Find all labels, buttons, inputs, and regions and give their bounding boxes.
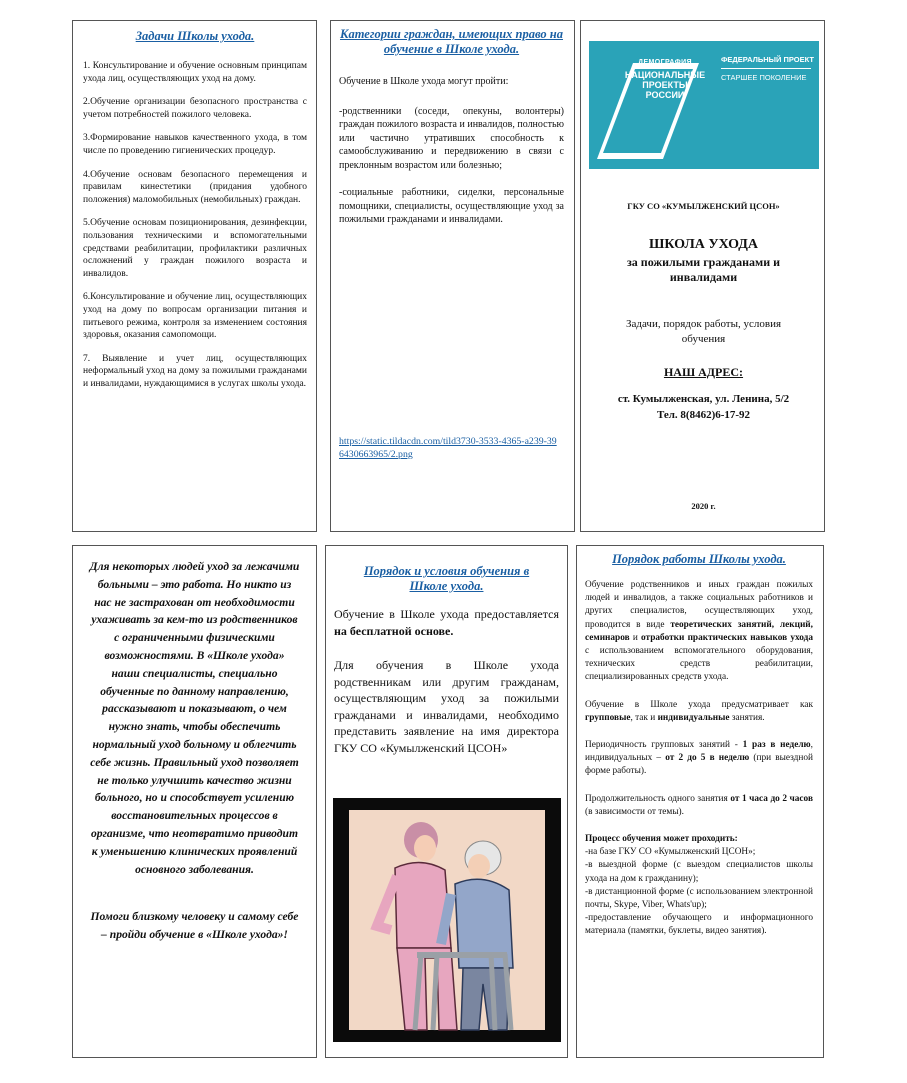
- school-subtitle: за пожилыми гражданами и инвалидами: [626, 255, 781, 284]
- list-item: -социальные работники, сиделки, персональные помощники, специалисты, осуществляющие уход за пожилыми гражданами и инвалидами.: [339, 187, 564, 225]
- list-item: -предоставление обучающего и информационного материала (памятки, буклеты, видео занятия).: [585, 913, 813, 937]
- image-link[interactable]: https://static.tildacdn.com/tild3730-3533-4365-a239-396430663965/2.png: [339, 436, 557, 460]
- national-projects-logo: [589, 41, 819, 169]
- tasks-list: [83, 60, 307, 390]
- tasks-title: Задачи Школы ухода.: [135, 29, 255, 43]
- process-title: Процесс обучения может проходить:: [585, 834, 738, 845]
- logo-older: СТАРШЕЕ ПОКОЛЕНИЕ: [721, 73, 807, 82]
- list-item: -родственники (соседи, опекуны, волонтеры) граждан пожилого возраста и инвалидов, полностью или частично утративших способность к самообслуживанию и передвижению в связи с преклонным возрастом или болезнью;: [339, 105, 564, 171]
- schedule-para1: Обучение родственников и иных граждан пожилых людей и инвалидов, а также социальных работников и других специалистов, осуществляющих уход, проводится в виде теоретических занятий, лекций, семинаров и отработки практических навыков ухода с использованием вспомогательного оборудования, технических средств реабилитации, специализированных средств ухода.: [585, 580, 814, 683]
- logo-national: НАЦИОНАЛЬНЫЕ: [624, 70, 706, 80]
- list-item: 1. Консультирование и обучение основным принципам ухода лиц, осуществляющих уход на дому.: [83, 61, 307, 84]
- schedule-para4: Продолжительность одного занятия от 1 часа до 2 часов (в зависимости от темы).: [585, 793, 813, 817]
- logo-russia: РОССИИ: [645, 90, 685, 100]
- school-title: ШКОЛА УХОДА: [648, 237, 759, 252]
- list-item: 3.Формирование навыков качественного ухода, в том числе по проведению гигиенических процедур.: [83, 133, 307, 156]
- panel-categories: [330, 20, 575, 532]
- panel-conditions: [325, 545, 568, 1058]
- list-item: -в дистанционной форме (с использованием электронной почты, Skype, Viber, Whats'up);: [585, 886, 813, 911]
- logo-projects: ПРОЕКТЫ: [642, 80, 688, 90]
- categories-title: Категории граждан, имеющих право на обучение в Школе ухода.: [340, 27, 563, 56]
- cover-tasks: Задачи, порядок работы, условия обучения: [625, 318, 782, 345]
- logo-demography: ДЕМОГРАФИЯ: [638, 59, 692, 66]
- list-item: 6.Консультирование и обучение лиц, осуществляющих уход на дому по вопросам организации питания и питьевого режима, контроля за изменением состояния здоровья, оказания самопомощи.: [83, 292, 307, 341]
- conditions-para2: Для обучения в Школе ухода родственникам или другим гражданам, осуществляющим уход за пожилыми гражданами и инвалидами, необходимо представить заявление на имя директора ГКУ СО «Кумылженский ЦСОН»: [334, 658, 559, 755]
- call-to-action: Помоги близкому человеку и самому себе – пройди обучение в «Школе ухода»!: [90, 910, 299, 942]
- schedule-body: [585, 579, 813, 939]
- conditions-para1: Обучение в Школе ухода предоставляется на бесплатной основе.: [334, 607, 559, 638]
- panel-intro: [72, 545, 317, 1058]
- list-item: -на базе ГКУ СО «Кумылженский ЦСОН»;: [585, 847, 756, 858]
- phone: Тел. 8(8462)6-17-92: [656, 409, 751, 421]
- list-item: 4.Обучение основам безопасного перемещения и правилам кинестетики (придания удобного положения) маломобильных (немобильных) граждан.: [83, 169, 307, 205]
- conditions-title: Порядок и условия обучения в Школе ухода.: [363, 564, 530, 593]
- address-label: НАШ АДРЕС:: [663, 365, 744, 379]
- panel-schedule: [576, 545, 824, 1058]
- schedule-para3: Периодичность групповых занятий - 1 раз в неделю, индивидуальных – от 2 до 5 в неделю (при выездной форме работы).: [585, 740, 813, 777]
- list-item: 5.Обучение основам позиционирования, дезинфекции, пользования техническими и вспомогательными средствами реабилитации, профилактики различных осложнений у граждан пожилого возраста и инвалидов.: [83, 218, 307, 279]
- intro-text: Для некоторых людей уход за лежачими больными – это работа. Но никто из нас не застрахован от необходимости ухаживать за кем-то из родственников с ограниченными физическими возможностями. В «Школе ухода» наши специалисты, специально обученные по данному направлению, рассказывают и показывают, о чем нужно знать, чтобы обеспечить нормальный уход больному и облегчить себе жизнь. Правильный уход позволяет не только улучшить качество жизни больного, но и способствует усилению восстановительных процессов в организме, что неотвратимо приводит к уменьшению клинических проявлений основного заболевания.: [89, 560, 300, 876]
- list-item: 2.Обучение организации безопасного пространства с учетом потребностей пожилого человека.: [83, 97, 307, 120]
- list-item: 7. Выявление и учет лиц, осуществляющих неформальный уход на дому за пожилыми гражданами и инвалидами, нуждающимися в услугах школы ухода.: [83, 353, 307, 389]
- year: 2020 г.: [691, 501, 716, 511]
- schedule-para2: Обучение в Школе ухода предусматривает как групповые, так и индивидуальные занятия.: [585, 699, 813, 723]
- org-name: ГКУ СО «КУМЫЛЖЕНСКИЙ ЦСОН»: [627, 201, 780, 211]
- conditions-body: [334, 606, 559, 756]
- panel-tasks: [72, 20, 317, 532]
- logo-federal: ФЕДЕРАЛЬНЫЙ ПРОЕКТ: [721, 55, 814, 64]
- panel-cover: [580, 20, 825, 532]
- care-illustration: [333, 798, 561, 1042]
- categories-body: [339, 75, 564, 227]
- address: ст. Кумылженская, ул. Ленина, 5/2: [617, 393, 790, 405]
- categories-intro: Обучение в Школе ухода могут пройти:: [339, 76, 509, 87]
- caregiver-elderly-icon: [333, 798, 561, 1042]
- list-item: -в выездной форме (с выездом специалистов школы ухода на дом к гражданину);: [585, 860, 813, 884]
- schedule-title: Порядок работы Школы ухода.: [612, 552, 786, 566]
